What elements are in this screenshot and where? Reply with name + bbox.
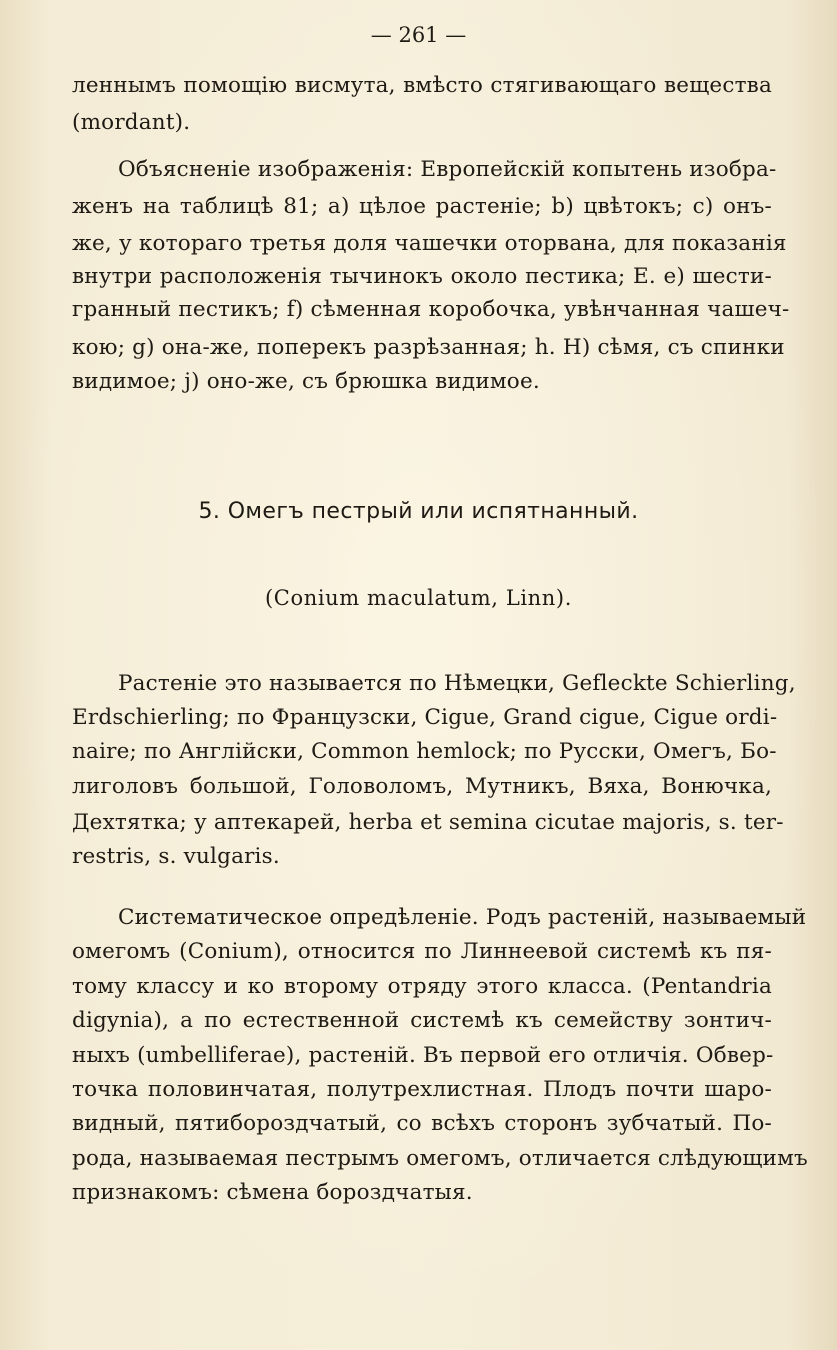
systematic-paragraph-line-7: видный, пятибороздчатый, со всѣхъ сторонъ зубчатый. По- bbox=[72, 1111, 772, 1136]
latin-name: (Conium maculatum, Linn). bbox=[264, 586, 573, 610]
figure-explanation-line-6: кою; g) она-же, поперекъ разрѣзанная; h. H) сѣмя, съ спинки bbox=[72, 335, 785, 360]
systematic-paragraph-line-1: Систематическое опредѣленіе. Родъ растеній, называемый bbox=[118, 905, 807, 930]
figure-explanation-line-4: внутри расположенія тычинокъ около пестика; E. e) шести- bbox=[72, 264, 772, 289]
continuation-line-2: (mordant). bbox=[72, 110, 191, 135]
section-heading: 5. Омегъ пестрый или испятнанный. bbox=[198, 499, 639, 524]
systematic-paragraph-line-6: точка половинчатая, полутрехлистная. Плодъ почти шаро- bbox=[72, 1077, 772, 1102]
figure-explanation-line-1: Объясненіе изображенія: Европейскій копытень изобра- bbox=[118, 157, 777, 182]
figure-explanation-line-5: гранный пестикъ; f) сѣменная коробочка, увѣнчанная чашеч- bbox=[72, 297, 790, 322]
systematic-paragraph-line-5: ныхъ (umbelliferae), растеній. Въ первой его отличія. Обвер- bbox=[72, 1043, 774, 1068]
names-paragraph-line-1: Растеніе это называется по Нѣмецки, Gefleckte Schierling, bbox=[118, 671, 796, 696]
systematic-paragraph-line-3: тому классу и ко второму отряду этого класса. (Pentandria bbox=[72, 974, 772, 999]
figure-explanation-line-7: видимое; j) оно-же, съ брюшка видимое. bbox=[72, 369, 540, 394]
systematic-paragraph-line-2: омегомъ (Conium), относится по Линнеевой системѣ къ пя- bbox=[72, 939, 772, 964]
figure-explanation-line-2: женъ на таблицѣ 81; a) цѣлое растеніе; b) цвѣтокъ; c) онъ- bbox=[72, 194, 772, 219]
systematic-paragraph-line-4: digynia), а по естественной системѣ къ семейству зонтич- bbox=[72, 1008, 772, 1033]
page-number: — 261 — bbox=[370, 23, 467, 47]
names-paragraph-line-2: Erdschierling; по Французски, Cigue, Grand cigue, Cigue ordi- bbox=[72, 705, 778, 730]
systematic-paragraph-line-8: рода, называемая пестрымъ омегомъ, отличается слѣдующимъ bbox=[72, 1146, 808, 1171]
names-paragraph-line-6: restris, s. vulgaris. bbox=[72, 844, 280, 869]
names-paragraph-line-3: naire; по Англійски, Common hemlock; по Русски, Омегъ, Бо- bbox=[72, 739, 777, 764]
names-paragraph-line-4: лиголовъ большой, Головоломъ, Мутникъ, Вяха, Вонючка, bbox=[72, 774, 772, 799]
continuation-line-1: леннымъ помощію висмута, вмѣсто стягивающаго вещества bbox=[72, 73, 772, 98]
systematic-paragraph-line-9: признакомъ: сѣмена бороздчатыя. bbox=[72, 1180, 473, 1205]
names-paragraph-line-5: Дехтятка; у аптекарей, herba et semina cicutae majoris, s. ter- bbox=[72, 810, 784, 835]
figure-explanation-line-3: же, у котораго третья доля чашечки оторвана, для показанія bbox=[72, 231, 787, 256]
